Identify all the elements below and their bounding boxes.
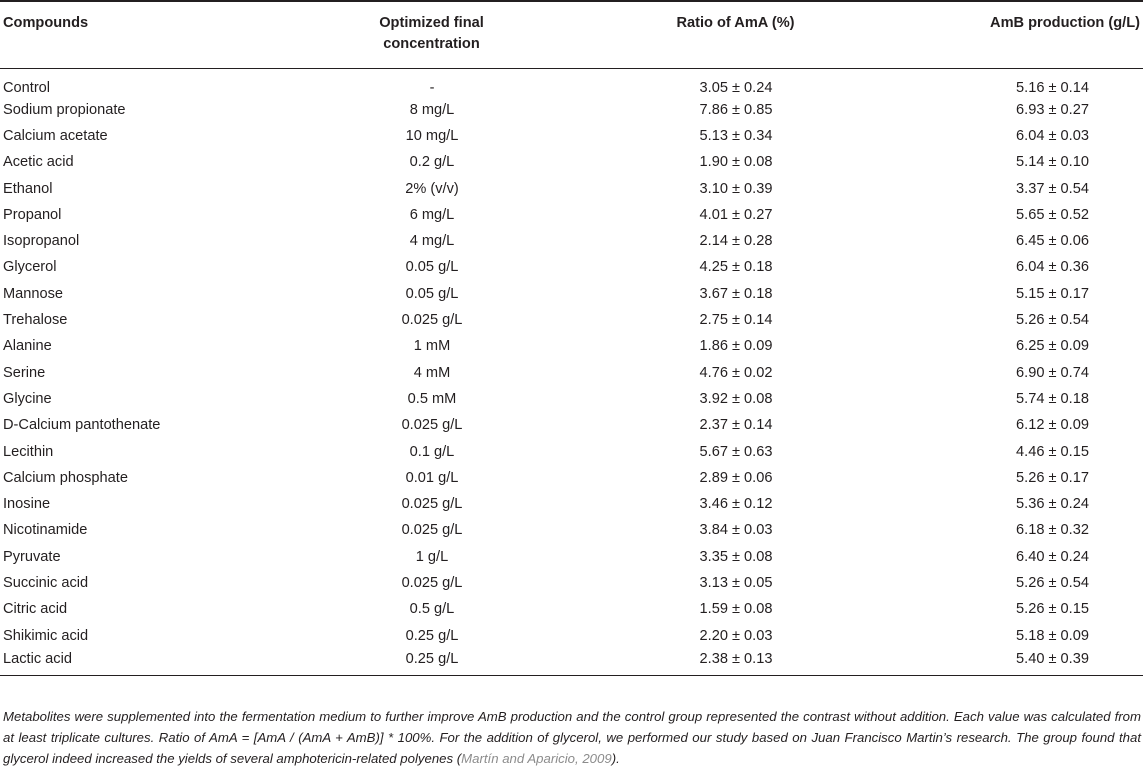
cell-compound: Sodium propionate <box>3 101 126 118</box>
cell-ratio-ama: 3.35 ± 0.08 <box>699 548 773 565</box>
cell-compound: Calcium acetate <box>3 127 108 144</box>
cell-amb-production: 5.14 ± 0.10 <box>1016 154 1089 171</box>
cell-amb-production: 5.40 ± 0.39 <box>880 649 1143 675</box>
table-row <box>0 123 1143 149</box>
cell-ratio-ama: 5.13 ± 0.34 <box>699 127 773 144</box>
cell-ratio-ama: 3.46 ± 0.12 <box>699 496 773 513</box>
cell-compound: Glycine <box>3 390 52 407</box>
cell-ratio-ama: 4.76 ± 0.02 <box>699 364 773 381</box>
cell-ratio-ama: 5.67 ± 0.63 <box>699 443 773 460</box>
cell-amb-production: 6.04 ± 0.03 <box>1016 127 1089 144</box>
footnote-citation-link[interactable]: Martín and Aparicio, 2009 <box>461 751 612 767</box>
cell-compound: Pyruvate <box>3 548 61 565</box>
cell-concentration: 0.025 g/L <box>401 417 463 434</box>
cell-concentration: 0.025 g/L <box>401 496 463 513</box>
cell-amb-production: 5.26 ± 0.54 <box>1016 574 1089 591</box>
cell-amb-production: 5.26 ± 0.17 <box>1016 469 1089 486</box>
table-row <box>0 202 1143 228</box>
cell-concentration: 0.5 mM <box>407 390 457 407</box>
cell-concentration: - <box>429 79 435 96</box>
cell-compound: Nicotinamide <box>3 522 88 539</box>
cell-compound: Mannose <box>3 285 64 302</box>
cell-concentration: 0.25 g/L <box>300 649 522 675</box>
table-row <box>0 649 1143 675</box>
cell-ratio-ama: 1.86 ± 0.09 <box>699 338 773 355</box>
header-amb-production: AmB production (g/L) <box>880 1 1143 68</box>
cell-compound: Citric acid <box>3 601 68 618</box>
cell-compound: Calcium phosphate <box>3 469 128 486</box>
cell-ratio-ama: 3.05 ± 0.24 <box>699 79 773 96</box>
cell-amb-production: 5.36 ± 0.24 <box>1016 496 1089 513</box>
cell-ratio-ama: 1.59 ± 0.08 <box>699 601 773 618</box>
cell-compound: Shikimic acid <box>3 627 89 644</box>
table-row <box>0 254 1143 280</box>
cell-compound: Inosine <box>3 496 51 513</box>
cell-concentration: 0.05 g/L <box>405 259 459 276</box>
table-row <box>0 544 1143 570</box>
cell-concentration: 0.05 g/L <box>405 285 459 302</box>
cell-amb-production: 6.04 ± 0.36 <box>1016 259 1089 276</box>
cell-concentration: 0.01 g/L <box>405 469 459 486</box>
cell-concentration: 6 mg/L <box>409 206 455 223</box>
cell-compound: Propanol <box>3 206 62 223</box>
cell-compound: Acetic acid <box>3 154 74 171</box>
cell-ratio-ama: 2.37 ± 0.14 <box>699 417 773 434</box>
cell-amb-production: 6.18 ± 0.32 <box>1016 522 1089 539</box>
cell-concentration: 0.025 g/L <box>401 574 463 591</box>
table-row <box>0 359 1143 385</box>
cell-concentration: 8 mg/L <box>409 101 455 118</box>
cell-concentration: 10 mg/L <box>405 127 459 144</box>
cell-compound: Glycerol <box>3 259 57 276</box>
table-row <box>0 570 1143 596</box>
cell-ratio-ama: 7.86 ± 0.85 <box>699 101 773 118</box>
cell-ratio-ama: 3.10 ± 0.39 <box>699 180 773 197</box>
cell-amb-production: 6.45 ± 0.06 <box>1016 233 1089 250</box>
cell-ratio-ama: 3.92 ± 0.08 <box>699 390 773 407</box>
cell-compound: Serine <box>3 364 46 381</box>
header-concentration: Optimized final concentration <box>300 1 522 68</box>
header-row <box>0 1 1143 68</box>
cell-amb-production: 5.18 ± 0.09 <box>1016 627 1089 644</box>
cell-compound: Trehalose <box>3 312 68 329</box>
cell-concentration: 1 g/L <box>415 548 449 565</box>
table-body <box>0 68 1143 675</box>
cell-amb-production: 6.93 ± 0.27 <box>1016 101 1089 118</box>
cell-concentration: 0.25 g/L <box>405 627 459 644</box>
cell-ratio-ama: 4.01 ± 0.27 <box>699 206 773 223</box>
table-row <box>0 596 1143 622</box>
cell-compound: Control <box>3 79 51 96</box>
table-row <box>0 465 1143 491</box>
cell-concentration: 0.2 g/L <box>409 154 455 171</box>
cell-ratio-ama: 2.14 ± 0.28 <box>699 233 773 250</box>
table-row <box>0 175 1143 201</box>
cell-ratio-ama: 3.84 ± 0.03 <box>699 522 773 539</box>
cell-ratio-ama: 3.13 ± 0.05 <box>699 574 773 591</box>
cell-amb-production: 5.74 ± 0.18 <box>1016 390 1089 407</box>
cell-amb-production: 5.16 ± 0.14 <box>1016 79 1089 96</box>
table-row <box>0 386 1143 412</box>
cell-ratio-ama: 2.75 ± 0.14 <box>699 312 773 329</box>
footnote-end: ). <box>611 751 620 767</box>
cell-compound: Lecithin <box>3 443 54 460</box>
cell-amb-production: 3.37 ± 0.54 <box>1016 180 1089 197</box>
table-row <box>0 517 1143 543</box>
cell-concentration: 2% (v/v) <box>405 180 459 197</box>
table-row <box>0 622 1143 648</box>
cell-compound: Succinic acid <box>3 574 89 591</box>
cell-amb-production: 5.26 ± 0.15 <box>1016 601 1089 618</box>
cell-ratio-ama: 4.25 ± 0.18 <box>699 259 773 276</box>
cell-concentration: 0.5 g/L <box>409 601 455 618</box>
cell-amb-production: 5.26 ± 0.54 <box>1016 312 1089 329</box>
cell-amb-production: 4.46 ± 0.15 <box>1016 443 1089 460</box>
table-row <box>0 97 1143 123</box>
cell-concentration: 4 mg/L <box>409 233 455 250</box>
table-row <box>0 281 1143 307</box>
cell-ratio-ama: 3.67 ± 0.18 <box>699 285 773 302</box>
cell-concentration: 0.025 g/L <box>401 522 463 539</box>
cell-amb-production: 6.90 ± 0.74 <box>1016 364 1089 381</box>
header-compounds: Compounds <box>0 1 300 68</box>
cell-amb-production: 5.15 ± 0.17 <box>1016 285 1089 302</box>
footnote-text: Metabolites were supplemented into the fermentation medium to further improve AmB production and the control group represented the contrast without addition. Each value was calculated from at least triplicate cultures. Ratio of AmA = [AmA / (AmA + AmB)] * 100%. For the addition of glycerol, we performed our study based on Juan Francisco Martin’s research. The group found that glycerol indeed increased the yields of several amphotericin-related polyenes ( <box>3 709 1141 767</box>
cell-ratio-ama: 2.38 ± 0.13 <box>522 649 880 675</box>
cell-compound: D-Calcium pantothenate <box>3 417 161 434</box>
cell-amb-production: 6.40 ± 0.24 <box>1016 548 1089 565</box>
table-row <box>0 149 1143 175</box>
table-row <box>0 68 1143 97</box>
table-row <box>0 412 1143 438</box>
cell-amb-production: 5.65 ± 0.52 <box>1016 206 1089 223</box>
cell-ratio-ama: 1.90 ± 0.08 <box>699 154 773 171</box>
cell-concentration: 4 mM <box>413 364 451 381</box>
table-header <box>0 1 1143 68</box>
table-row <box>0 438 1143 464</box>
table-footnote <box>3 706 1141 769</box>
cell-compound: Isopropanol <box>3 233 80 250</box>
table-row <box>0 307 1143 333</box>
cell-amb-production: 6.25 ± 0.09 <box>1016 338 1089 355</box>
cell-concentration: 0.025 g/L <box>401 312 463 329</box>
cell-concentration: 1 mM <box>413 338 451 355</box>
cell-amb-production: 6.12 ± 0.09 <box>1016 417 1089 434</box>
header-ratio-ama: Ratio of AmA (%) <box>522 1 880 68</box>
table-row <box>0 333 1143 359</box>
cell-compound: Ethanol <box>3 180 53 197</box>
cell-concentration: 0.1 g/L <box>409 443 455 460</box>
table-row <box>0 491 1143 517</box>
cell-ratio-ama: 2.89 ± 0.06 <box>699 469 773 486</box>
table-row <box>0 228 1143 254</box>
cell-ratio-ama: 2.20 ± 0.03 <box>699 627 773 644</box>
cell-compound: Lactic acid <box>0 649 300 675</box>
cell-compound: Alanine <box>3 338 52 355</box>
